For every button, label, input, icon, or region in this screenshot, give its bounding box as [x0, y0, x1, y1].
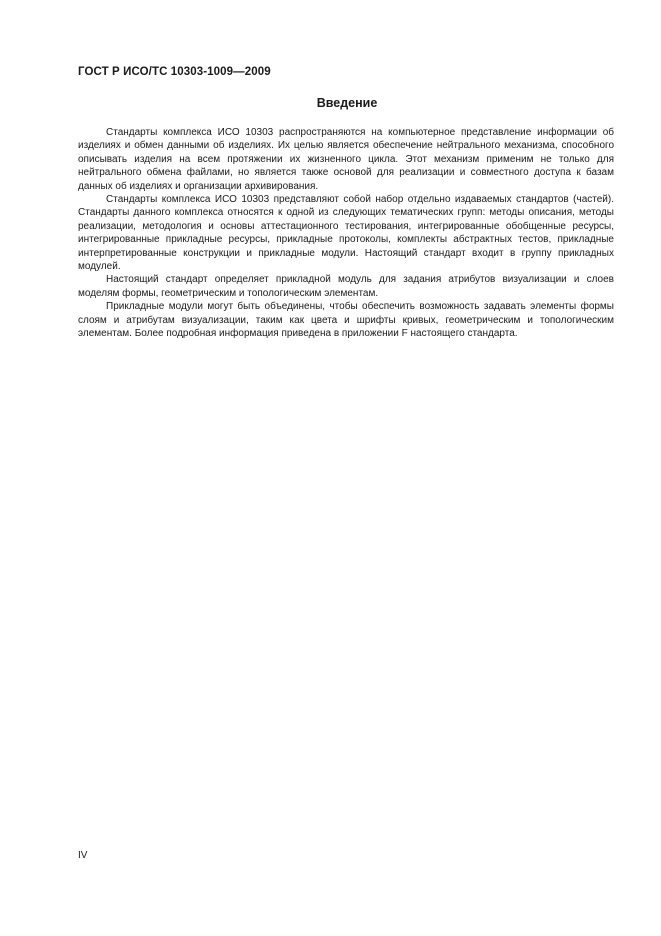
paragraph-scope: Стандарты комплекса ИСО 10303 распространяются на компьютерное представление информации об изделиях и обмен данными об изделиях. Их целью является обеспечение нейтрального механизма, способного описывать изделия на всем протяжении их жизненного цикла. Этот механизм применим не только для нейтрального обмена файлами, но является также основой для реализации и совместного доступа к базам данных об изделиях и организации архивирования. [78, 127, 614, 192]
section-title: Введение [316, 96, 378, 110]
paragraph-module-combination: Прикладные модули могут быть объединены, чтобы обеспечить возможность задавать элементы формы слоям и атрибутам визуализации, таким как цвета и шрифты кривых, геометрическим и топологическим элементам. Более подробная информация приведена в приложении F настоящего стандарта. [78, 301, 614, 340]
paragraph-parts: Стандарты комплекса ИСО 10303 представляют собой набор отдельно издаваемых стандартов (частей). Стандарты данного комплекса относятся к одной из следующих тематических групп: методы описания, методы реализации, методология и основы аттестационного тестирования, интегрированные обобщенные ресурсы, интегрированные прикладные ресурсы, прикладные протоколы, комплекты абстрактных тестов, прикладные интерпретированные конструкции и прикладные модули. Настоящий стандарт входит в группу прикладных модулей. [78, 194, 614, 273]
paragraph-module-purpose: Настоящий стандарт определяет прикладной модуль для задания атрибутов визуализации и слоев моделям формы, геометрическим и топологическим элементам. [78, 274, 614, 299]
page-number: IV [78, 850, 88, 861]
introduction-body [78, 126, 614, 341]
document-code-header: ГОСТ Р ИСО/ТС 10303-1009—2009 [78, 66, 271, 78]
